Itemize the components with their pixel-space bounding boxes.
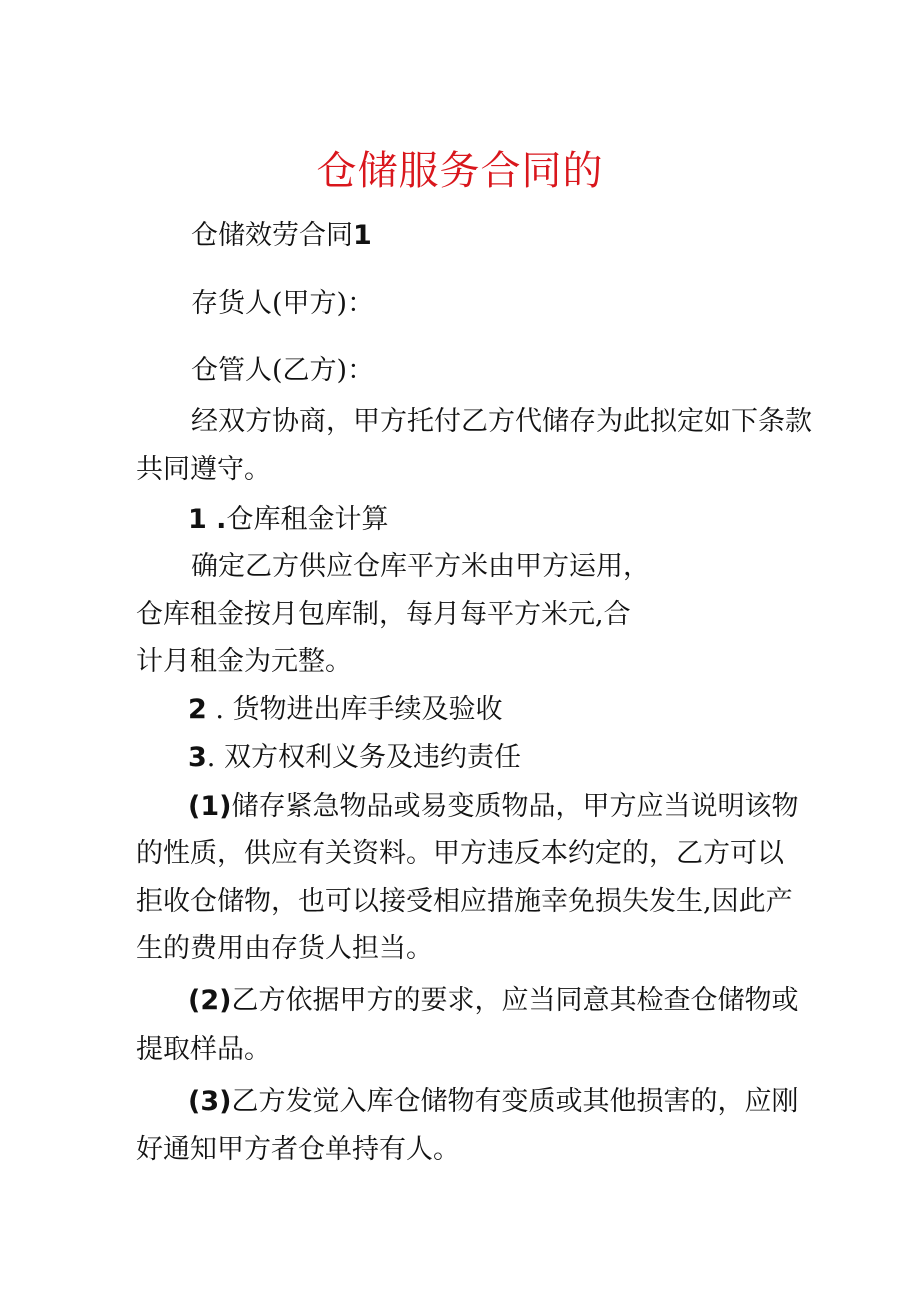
paragraph-line: 的性质，供应有关资料。甲方违反本约定的，乙方可以	[136, 838, 784, 869]
line-text: 仓储效劳合同	[191, 220, 353, 251]
paragraph-line: 仓库租金按月包库制，每月每平方米元,合	[136, 599, 631, 630]
paragraph-line: 拒收仓储物，也可以接受相应措施幸免损失发生,因此产	[136, 886, 793, 917]
paragraph-line: 好通知甲方者仓单持有人。	[136, 1134, 460, 1165]
section-number: 2	[188, 694, 207, 725]
clause-text: 储存紧急物品或易变质物品，甲方应当说明该物	[231, 791, 799, 822]
paragraph-line: 提取样品。	[136, 1034, 271, 1065]
depositor-line: 存货人(甲方)：	[191, 288, 375, 319]
clause-number: (2)	[188, 985, 232, 1016]
paragraph-line: 确定乙方供应仓库平方米由甲方运用，	[191, 551, 650, 582]
clause-number: (3)	[188, 1086, 232, 1117]
paragraph-line: 计月租金为元整。	[136, 646, 352, 677]
section-heading-rent	[188, 502, 388, 538]
section-title: . 双方权利义务及违约责任	[206, 742, 521, 773]
section-title: 仓库租金计算	[226, 504, 389, 535]
section-number: 3	[188, 742, 207, 773]
line-number: 1	[353, 220, 372, 251]
paragraph-line: 经双方协商，甲方托付乙方代储存为此拟定如下条款	[191, 406, 812, 437]
section-number: 1 .	[188, 504, 227, 535]
contract-heading	[191, 218, 372, 254]
clause-number: (1)	[188, 791, 232, 822]
section-title: . 货物进出库手续及验收	[206, 694, 503, 725]
clause-3	[188, 1084, 798, 1120]
clause-1	[188, 789, 798, 825]
paragraph-line: 生的费用由存货人担当。	[136, 933, 433, 964]
clause-2	[188, 983, 798, 1019]
paragraph-line: 共同遵守。	[136, 454, 271, 485]
document-title: 仓储服务合同的	[316, 148, 604, 194]
section-heading-rights	[188, 740, 521, 776]
clause-text: 乙方发觉入库仓储物有变质或其他损害的，应刚	[231, 1086, 799, 1117]
clause-text: 乙方依据甲方的要求，应当同意其检查仓储物或	[231, 985, 799, 1016]
warehouse-keeper-line: 仓管人(乙方)：	[191, 355, 375, 386]
section-heading-procedures	[188, 692, 503, 728]
